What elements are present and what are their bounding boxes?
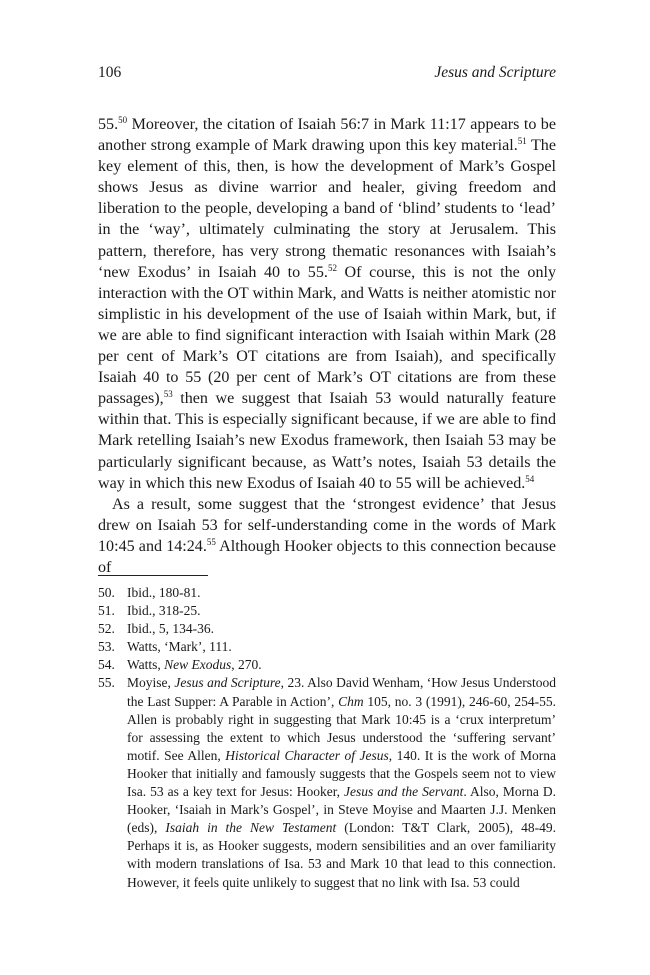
text-run: then we suggest that Isaiah 53 would naturally feature within that. This is especially significant because, if we are able to find Mark retelling Isaiah’s new Exodus framework, then Isaiah 53 may be particularly significant because, as Watt’s notes, Isaiah 53 details the way in which this new Exodus of Isaiah 40 to 55 will be achieved. — [98, 390, 556, 492]
footnote-number: 50. — [98, 585, 115, 600]
footnote-50 — [98, 584, 556, 602]
paragraph — [98, 114, 556, 494]
running-title: Jesus and Scripture — [434, 64, 556, 81]
footnote-text: Ibid., 5, 134-36. — [127, 621, 214, 637]
text-run: 55. — [98, 116, 119, 133]
text-run: , 23. Also David Wenham, ‘How Jesus Understood the Last Supper: A Parable in Action’, — [127, 675, 557, 709]
footnote-text — [127, 674, 556, 891]
footnote-ref: 53 — [163, 389, 173, 400]
text-run: Moyise, — [127, 675, 175, 691]
text-run: Of course, this is not the only interaction with the OT within Mark, and Watts is neither atomistic nor simplistic in his development of the use of Isaiah within Mark, but, if we are able to find significant interaction with Isaiah within Mark (28 per cent of Mark’s OT citations are from Isaiah), and specifically Isaiah 40 to 55 (20 per cent of Mark’s OT citations are from these passages), — [98, 263, 557, 408]
running-header — [98, 64, 556, 86]
footnote-number: 55. — [98, 675, 115, 691]
text-run: Although Hooker objects to this connection because of — [98, 537, 557, 576]
page-number: 106 — [98, 64, 122, 81]
footnote-ref: 50 — [118, 115, 128, 125]
text-run: As a result, some suggest that the ‘strongest evidence’ that Jesus drew on Isaiah 53 for self-understanding come in the words of Mark 10:45 and 14:24. — [98, 495, 556, 555]
book-title: Jesus and the Servant — [344, 784, 464, 800]
footnote-text: Watts, ‘Mark’, 111. — [127, 639, 232, 655]
footnote-ref: 55 — [206, 536, 216, 547]
text-run: The key element of this, then, is how the development of Mark’s Gospel shows Jesus as divine warrior and healer, giving freedom and liberation to the people, developing a band of ‘blind’ students to ‘lead’ in the ‘way’, ultimately culminating the story at Jerusalem. This pattern, therefore, has very strong thematic resonances with Isaiah’s ‘new Exodus’ in Isaiah 40 to 55. — [98, 137, 556, 281]
main-text — [98, 114, 556, 578]
footnote-text: Ibid., 318-25. — [127, 603, 201, 619]
journal-title: Chm — [338, 693, 364, 709]
footnote-ref: 52 — [327, 262, 337, 273]
paragraph — [98, 494, 556, 578]
text-run: (London: T&T Clark, 2005), 48-49. Perhaps it is, as Hooker suggests, modern sensibilities and an over familiarity with modern translations of Isa. 53 and Mark 10 that lead to this connection. However, it feels quite unlikely to suggest that no link with Isa. 53 could — [127, 820, 556, 890]
footnote-ref: 54 — [525, 473, 535, 484]
footnote-number: 53. — [98, 639, 115, 655]
text-run: Moreover, the citation of Isaiah 56:7 in Mark 11:17 appears to be another strong example of Mark drawing upon this key material. — [98, 116, 556, 155]
text-run: , 270. — [231, 657, 262, 673]
footnote-52 — [98, 620, 556, 638]
footnote-separator — [98, 575, 208, 576]
text-run: 105, no. 3 (1991), 246-60, 254-55. Allen is probably right in suggesting that Mark 10:45 is a ‘crux interpretum’ for assessing the extent to which Jesus understood the ‘suffering servant’ motif. See Allen, — [127, 693, 556, 763]
footnotes — [98, 584, 556, 892]
book-title: Isaiah in the New Testament — [165, 820, 337, 836]
text-run: , 140. It is the work of Morna Hooker that initially and famously suggests that the Gospels seem not to view Isa. 53 as a key text for Jesus: Hooker, — [127, 747, 556, 800]
footnote-51 — [98, 602, 556, 620]
book-title: Historical Character of Jesus — [225, 747, 389, 763]
footnote-text: Ibid., 180-81. — [127, 585, 201, 600]
footnote-number: 51. — [98, 603, 115, 619]
footnote-number: 52. — [98, 621, 115, 637]
footnote-55 — [98, 674, 556, 891]
book-title: Jesus and Scripture — [174, 675, 281, 691]
book-title: New Exodus — [164, 657, 232, 673]
footnote-54 — [98, 656, 556, 674]
footnote-number: 54. — [98, 657, 115, 673]
text-run: Watts, — [127, 657, 165, 673]
footnote-53 — [98, 638, 556, 656]
footnote-ref: 51 — [517, 136, 527, 147]
footnote-text — [127, 656, 556, 674]
text-run: . Also, Morna D. Hooker, ‘Isaiah in Mark’s Gospel’, in Steve Moyise and Maarten J.J. Menken (eds), — [127, 784, 556, 836]
